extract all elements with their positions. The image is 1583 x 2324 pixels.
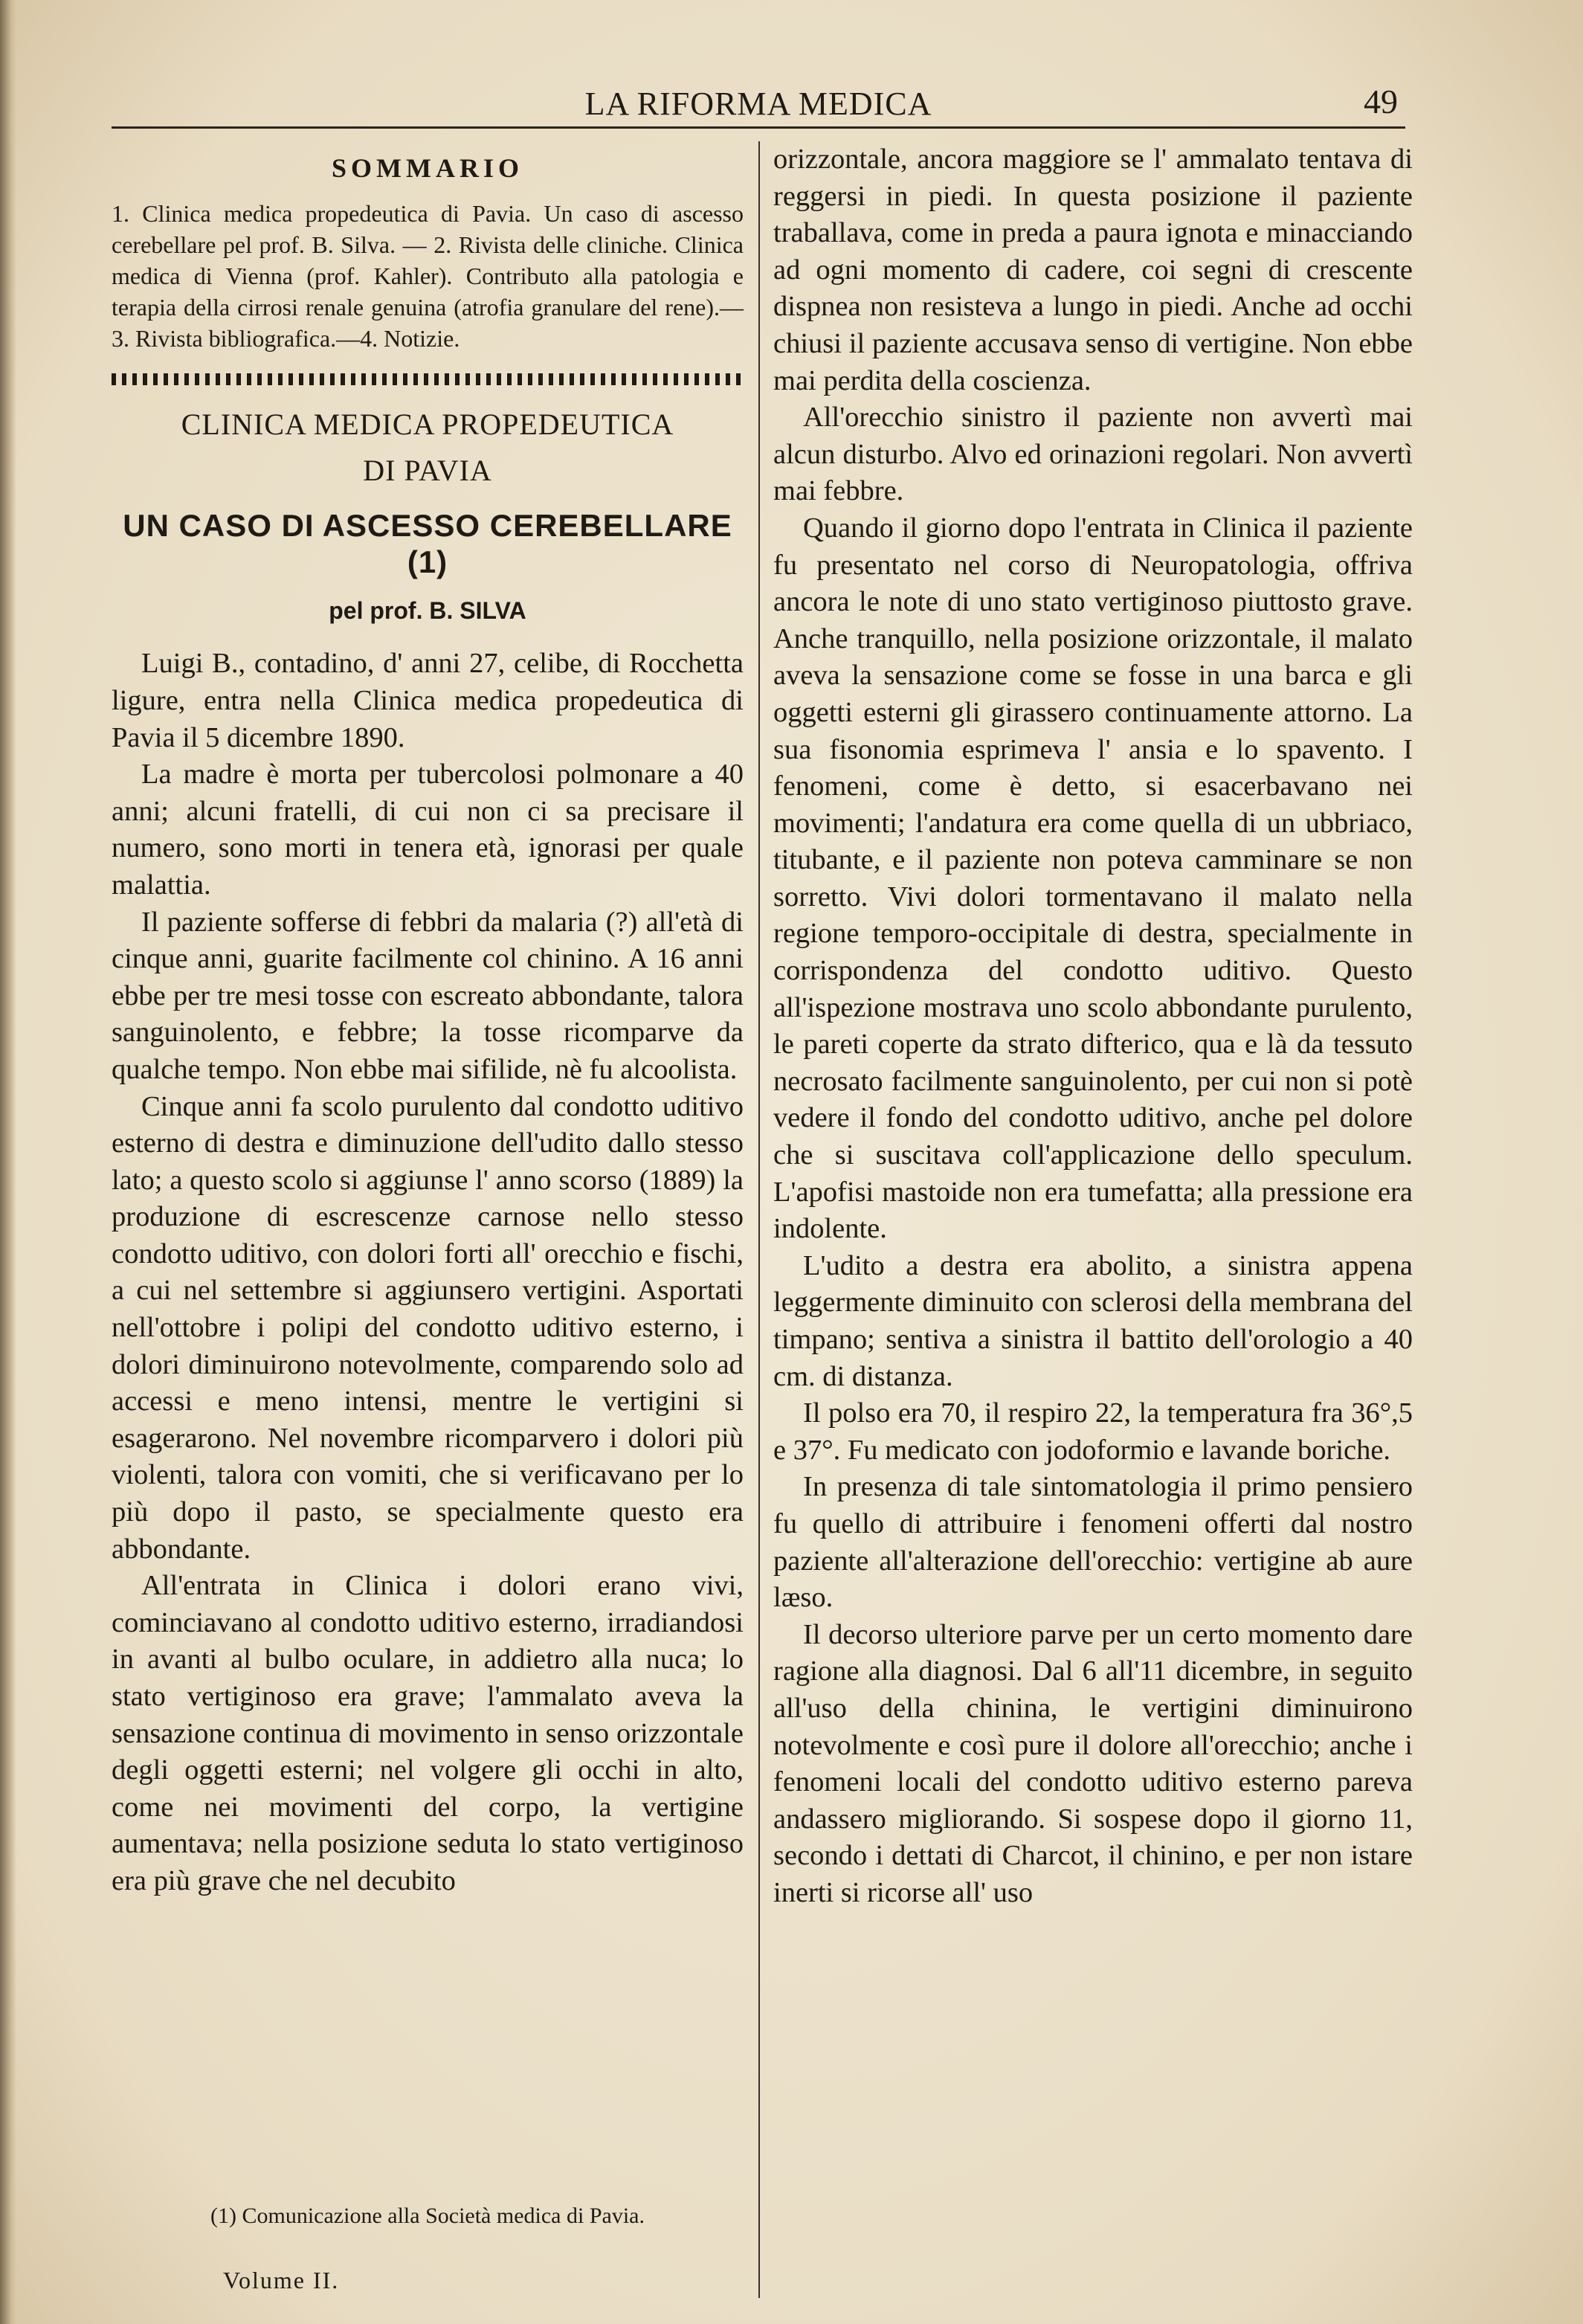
paragraph: Quando il giorno dopo l'entrata in Clinica il paziente fu presentato nel corso di Neuropatologia, offriva ancora le note di uno stato vertiginoso piuttosto grave. Anche tranquillo, nella posizione orizzontale, il malato aveva la sensazione come se fosse in una barca e gli oggetti esterni gli girassero continuamente attorno. La sua fisonomia esprimeva l' ansia e lo spavento. I fenomeni, come è detto, si esacerbavano nei movimenti; l'andatura era come quella di un ubbriaco, titubante, e il paziente non poteva camminare se non sorretto. Vivi dolori tormentavano il malato nella regione temporo-occipitale di destra, specialmente in corrispondenza del condotto uditivo. Questo all'ispezione mostrava uno scolo abbondante purulento, le pareti coperte da strato difterico, qua e là da tessuto necrosato facilmente sanguinolento, per cui non si potè vedere il fondo del condotto uditivo, anche pel dolore che si suscitava coll'applicazione dello speculum. L'apofisi mastoide non era tumefatta; alla pressione era indolente. (773, 512, 1413, 1245)
volume-label: Volume II. (223, 2267, 340, 2294)
article-author: pel prof. B. SILVA (329, 596, 526, 624)
paragraph: Cinque anni fa scolo purulento dal condotto uditivo esterno di destra e diminuzione dell'udito dallo stesso lato; a questo scolo si aggiunse l' anno scorso (1889) la produzione di escrescenze carnose nello stesso condotto uditivo, con dolori forti all' orecchio e fischi, a cui nel settembre si aggiunsero vertigini. Asportati nell'ottobre i polipi del condotto uditivo esterno, i dolori diminuirono notevolmente, comparendo solo ad accessi e meno intensi, mentre le vertigini si esagerarono. Nel novembre ricomparvero i dolori più violenti, talora con vomiti, che si verificavano per lo più dopo il pasto, se specialmente questo era abbondante. (112, 1090, 744, 1565)
paragraph: L'udito a destra era abolito, a sinistra appena leggermente diminuito con sclerosi della membrana del timpano; sentiva a sinistra il battito dell'orologio a 40 cm. di distanza. (773, 1249, 1413, 1392)
paragraph: Il paziente sofferse di febbri da malaria (?) all'età di cinque anni, guarite facilmente col chinino. A 16 anni ebbe per tre mesi tosse con escreato abbondante, talora sanguinolento, e febbre; la tosse ricomparve da qualche tempo. Non ebbe mai sifilide, nè fu alcoolista. (112, 906, 744, 1085)
right-column (773, 141, 1413, 1912)
sommario-title: SOMMARIO (332, 153, 523, 183)
section-title-line2: DI PAVIA (363, 453, 492, 487)
section-title-line1: CLINICA MEDICA PROPEDEUTICA (181, 407, 674, 441)
footnote: (1) Comunicazione alla Società medica di Pavia. (210, 2204, 645, 2228)
page-number: 49 (1364, 83, 1398, 120)
article-title: UN CASO DI ASCESSO CEREBELLARE (1) (123, 507, 732, 580)
journal-title: LA RIFORMA MEDICA (584, 86, 932, 122)
page-edge (0, 0, 16, 2324)
ornamental-rule (112, 373, 744, 385)
running-header (112, 74, 1405, 129)
paragraph: La madre è morta per tubercolosi polmonare a 40 anni; alcuni fratelli, di cui non ci sa precisare il numero, sono morti in tenera età, ignorasi per quale malattia. (112, 759, 744, 901)
paragraph: Luigi B., contadino, d' anni 27, celibe, di Rocchetta ligure, entra nella Clinica medica propedeutica di Pavia il 5 dicembre 1890. (112, 648, 744, 753)
paragraph: All'orecchio sinistro il paziente non avvertì mai alcun disturbo. Alvo ed orinazioni regolari. Non avvertì mai febbre. (773, 402, 1413, 507)
paragraph: In presenza di tale sintomatologia il primo pensiero fu quello di attribuire i fenomeni offerti dal nostro paziente all'alterazione dell'orecchio: vertigine ab aure læso. (773, 1471, 1413, 1614)
paragraph: All'entrata in Clinica i dolori erano vivi, cominciavano al condotto uditivo esterno, irradiandosi in avanti al bulbo oculare, in addietro alla nuca; lo stato vertiginoso era grave; l'ammalato aveva la sensazione continua di movimento in senso orizzontale degli oggetti esterni; nel volgere gli occhi in alto, come nei movimenti del corpo, la vertigine aumentava; nella posizione seduta lo stato vertiginoso era più grave che nel decubito (112, 1570, 744, 1896)
sommario-text: 1. Clinica medica propedeutica di Pavia. Un caso di ascesso cerebellare pel prof. B. Silva. — 2. Rivista delle cliniche. Clinica medica di Vienna (prof. Kahler). Contributo alla patologia e terapia della cirrosi renale genuina (atrofia granulare del rene).—3. Rivista bibliografica.—4. Notizie. (112, 199, 744, 352)
left-column (112, 141, 744, 1900)
paragraph: Il polso era 70, il respiro 22, la temperatura fra 36°,5 e 37°. Fu medicato con jodoformio e lavande boriche. (773, 1397, 1413, 1466)
column-divider (758, 141, 760, 2298)
paragraph: Il decorso ulteriore parve per un certo momento dare ragione alla diagnosi. Dal 6 all'11 dicembre, in seguito all'uso della chinina, le vertigini diminuirono notevolmente e così pure il dolore all'orecchio; anche i fenomeni locali del condotto uditivo esterno pareva andassero migliorando. Si sospese dopo il giorno 11, secondo i dettati di Charcot, il chinino, e per non istare inerti si ricorse all' uso (773, 1618, 1413, 1908)
paragraph: orizzontale, ancora maggiore se l' ammalato tentava di reggersi in piedi. In questa posizione il paziente traballava, come in preda a paura ignota e minacciando ad ogni momento di cadere, coi segni di crescente dispnea non resisteva a lungo in piedi. Anche ad occhi chiusi il paziente accusava senso di vertigine. Non ebbe mai perdita della coscienza. (773, 144, 1413, 396)
